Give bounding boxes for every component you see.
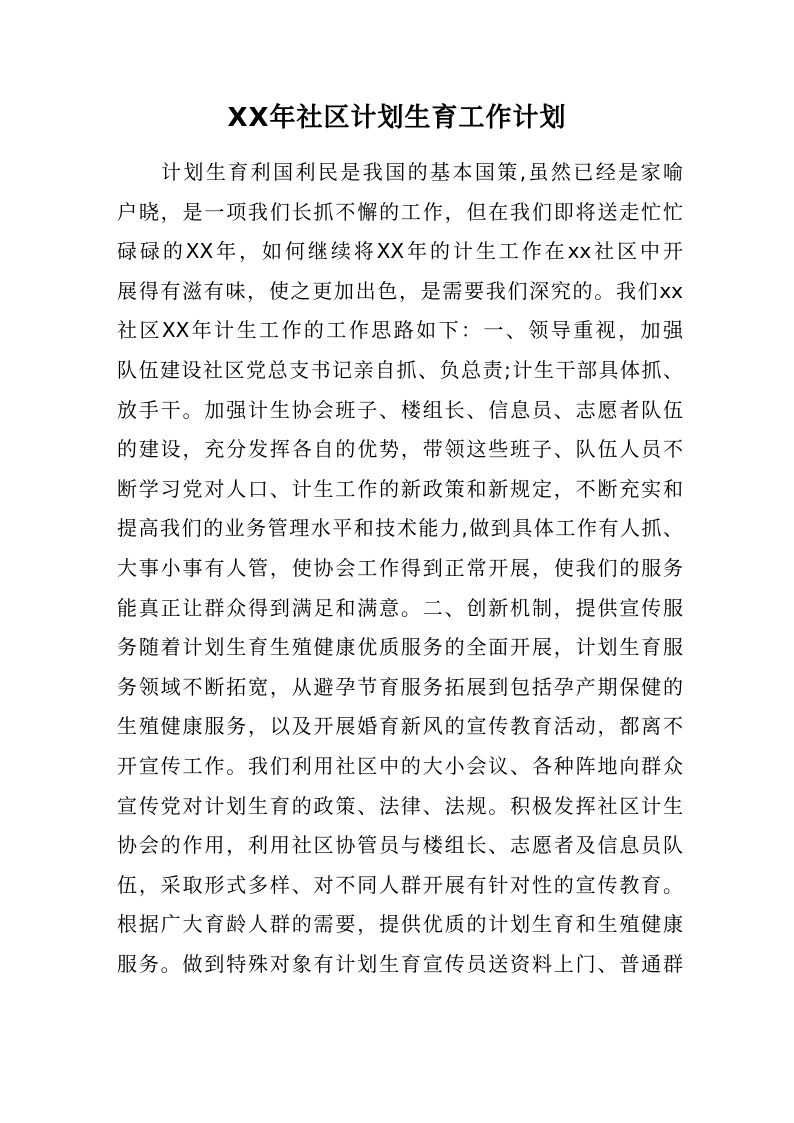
- document-title: XX年社区计划生育工作计划: [227, 103, 567, 133]
- body-line: 社区XX年计生工作的工作思路如下：一、领导重视，加强: [117, 318, 683, 343]
- body-line: 服务。做到特殊对象有计划生育宣传员送资料上门、普通群: [117, 951, 683, 976]
- body-line: 根据广大育龄人群的需要，提供优质的计划生育和生殖健康: [117, 912, 683, 937]
- body-line: 展得有滋有味，使之更加出色，是需要我们深究的。我们xx: [117, 278, 683, 303]
- body-line: 伍，采取形式多样、对不同人群开展有针对性的宣传教育。: [117, 872, 683, 897]
- body-line: 碌碌的XX年，如何继续将XX年的计生工作在xx社区中开: [117, 239, 683, 264]
- body-line: 队伍建设社区党总支书记亲自抓、负总责;计生干部具体抓、: [117, 357, 683, 382]
- body-line: 放手干。加强计生协会班子、楼组长、信息员、志愿者队伍: [117, 397, 683, 422]
- body-line: 协会的作用，利用社区协管员与楼组长、志愿者及信息员队: [117, 833, 683, 858]
- body-line: 务领域不断拓宽，从避孕节育服务拓展到包括孕产期保健的: [117, 674, 683, 699]
- body-line: 计划生育利国利民是我国的基本国策,虽然已经是家喻: [161, 160, 683, 184]
- body-line: 能真正让群众得到满足和满意。二、创新机制，提供宣传服: [117, 595, 683, 620]
- body-line: 提高我们的业务管理水平和技术能力,做到具体工作有人抓、: [117, 516, 683, 541]
- body-line: 宣传党对计划生育的政策、法律、法规。积极发挥社区计生: [117, 793, 683, 818]
- body-line: 开宣传工作。我们利用社区中的大小会议、各种阵地向群众: [117, 753, 683, 778]
- body-line: 的建设，充分发挥各自的优势，带领这些班子、队伍人员不: [117, 437, 683, 462]
- body-line: 户晓，是一项我们长抓不懈的工作，但在我们即将送走忙忙: [117, 199, 683, 224]
- body-line: 务随着计划生育生殖健康优质服务的全面开展，计划生育服: [117, 635, 683, 660]
- body-line: 断学习党对人口、计生工作的新政策和新规定，不断充实和: [117, 476, 683, 501]
- body-line: 大事小事有人管，使协会工作得到正常开展，使我们的服务: [117, 555, 683, 580]
- document-body: [117, 153, 683, 984]
- body-line: 生殖健康服务，以及开展婚育新风的宣传教育活动，都离不: [117, 714, 683, 739]
